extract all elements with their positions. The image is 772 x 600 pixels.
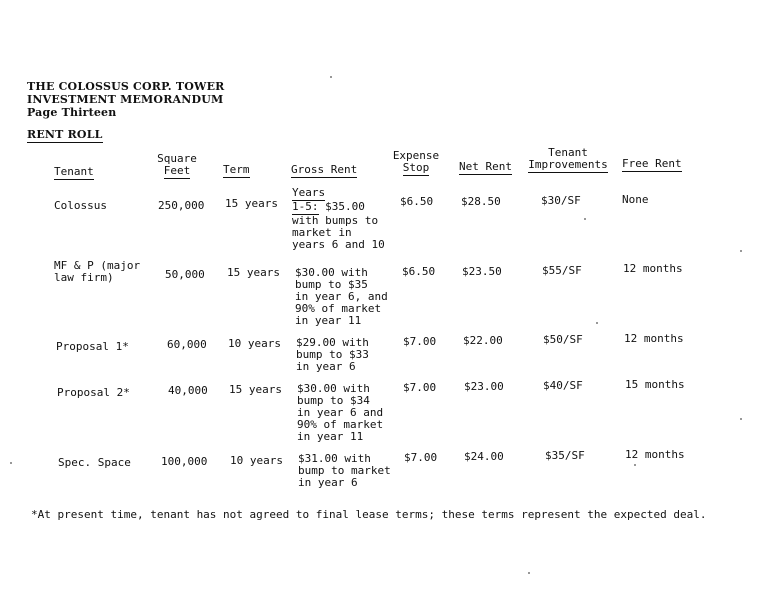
row5-free: 12 months — [625, 448, 685, 461]
row2-free: 12 months — [623, 262, 683, 275]
col-square-feet-line2: Feet — [163, 164, 191, 177]
row5-term: 10 years — [230, 454, 283, 467]
col-ti-line2: Improvements — [528, 158, 608, 171]
col-expense-stop — [390, 150, 442, 176]
col-net-rent-label: Net Rent — [459, 160, 512, 173]
col-term-label: Term — [223, 163, 250, 176]
row3-expense: $7.00 — [403, 335, 437, 348]
scan-speck — [740, 250, 742, 252]
row3-net: $22.00 — [463, 334, 503, 347]
row3-ti: $50/SF — [543, 333, 583, 346]
row4-ti: $40/SF — [543, 379, 583, 392]
col-expense-stop-line1: Expense — [392, 149, 440, 162]
scan-speck — [10, 462, 12, 464]
header-subtitle: INVESTMENT MEMORANDUM — [27, 93, 224, 106]
row3-term: 10 years — [228, 337, 281, 350]
col-expense-stop-line2: Stop — [402, 161, 430, 174]
scan-speck — [330, 76, 332, 78]
row5-tenant: Spec. Space — [58, 456, 131, 469]
scan-speck — [528, 572, 530, 574]
row4-gross-rent: $30.00 with bump to $34 in year 6 and 90% of market in year 11 — [297, 382, 384, 443]
row1-gross-period: 1-5: — [292, 200, 319, 213]
row1-expense: $6.50 — [400, 195, 434, 208]
row1-gross-rent — [292, 187, 385, 251]
row2-net: $23.50 — [462, 265, 502, 278]
row1-tenant: Colossus — [54, 199, 107, 212]
col-square-feet-line1: Square — [157, 152, 197, 165]
row1-term: 15 years — [225, 197, 278, 210]
row5-gross-rent: $31.00 with bump to market in year 6 — [298, 452, 391, 489]
scan-speck — [634, 464, 636, 466]
col-ti-line1: Tenant — [548, 146, 588, 159]
row2-gross-rent: $30.00 with bump to $35 in year 6, and 90% of market in year 11 — [295, 266, 388, 327]
row4-tenant: Proposal 2* — [57, 386, 130, 399]
row2-tenant: MF & P (major law firm) — [54, 259, 141, 284]
scan-speck — [584, 218, 586, 220]
row1-gross-detail: with bumps to market in years 6 and 10 — [292, 214, 385, 251]
col-term — [223, 164, 250, 178]
col-tenant-label: Tenant — [54, 165, 94, 178]
row5-net: $24.00 — [464, 450, 504, 463]
row1-ti: $30/SF — [541, 194, 581, 207]
col-tenant — [54, 166, 94, 180]
row2-expense: $6.50 — [402, 265, 436, 278]
row3-free: 12 months — [624, 332, 684, 345]
row3-sqft: 60,000 — [167, 338, 207, 351]
row4-net: $23.00 — [464, 380, 504, 393]
row2-sqft: 50,000 — [165, 268, 205, 281]
row4-term: 15 years — [229, 383, 282, 396]
section-title-text: RENT ROLL — [27, 128, 103, 141]
col-square-feet — [154, 153, 200, 179]
row5-sqft: 100,000 — [161, 455, 208, 468]
col-free-rent — [622, 158, 682, 172]
row1-free: None — [622, 193, 649, 206]
row1-gross-years: Years — [292, 186, 326, 199]
row2-term: 15 years — [227, 266, 280, 279]
row1-gross-rate: $35.00 — [318, 200, 365, 213]
col-gross-rent — [291, 164, 357, 178]
col-tenant-improvements — [526, 147, 610, 173]
row4-expense: $7.00 — [403, 381, 437, 394]
row3-gross-rent: $29.00 with bump to $33 in year 6 — [296, 336, 369, 373]
section-title — [27, 128, 103, 143]
col-gross-rent-label: Gross Rent — [291, 163, 358, 176]
row2-ti: $55/SF — [542, 264, 582, 277]
scan-speck — [740, 418, 742, 420]
header-title: THE COLOSSUS CORP. TOWER — [27, 80, 225, 93]
row3-tenant: Proposal 1* — [56, 340, 129, 353]
header-page: Page Thirteen — [27, 106, 117, 119]
scan-speck — [596, 322, 598, 324]
row1-net: $28.50 — [461, 195, 501, 208]
row5-ti: $35/SF — [545, 449, 585, 462]
col-net-rent — [459, 161, 512, 175]
row5-expense: $7.00 — [404, 451, 438, 464]
row4-sqft: 40,000 — [168, 384, 208, 397]
footnote: *At present time, tenant has not agreed to final lease terms; these terms represent the expected deal. — [31, 508, 707, 521]
row4-free: 15 months — [625, 378, 685, 391]
col-free-rent-label: Free Rent — [622, 157, 682, 170]
row1-sqft: 250,000 — [158, 199, 205, 212]
